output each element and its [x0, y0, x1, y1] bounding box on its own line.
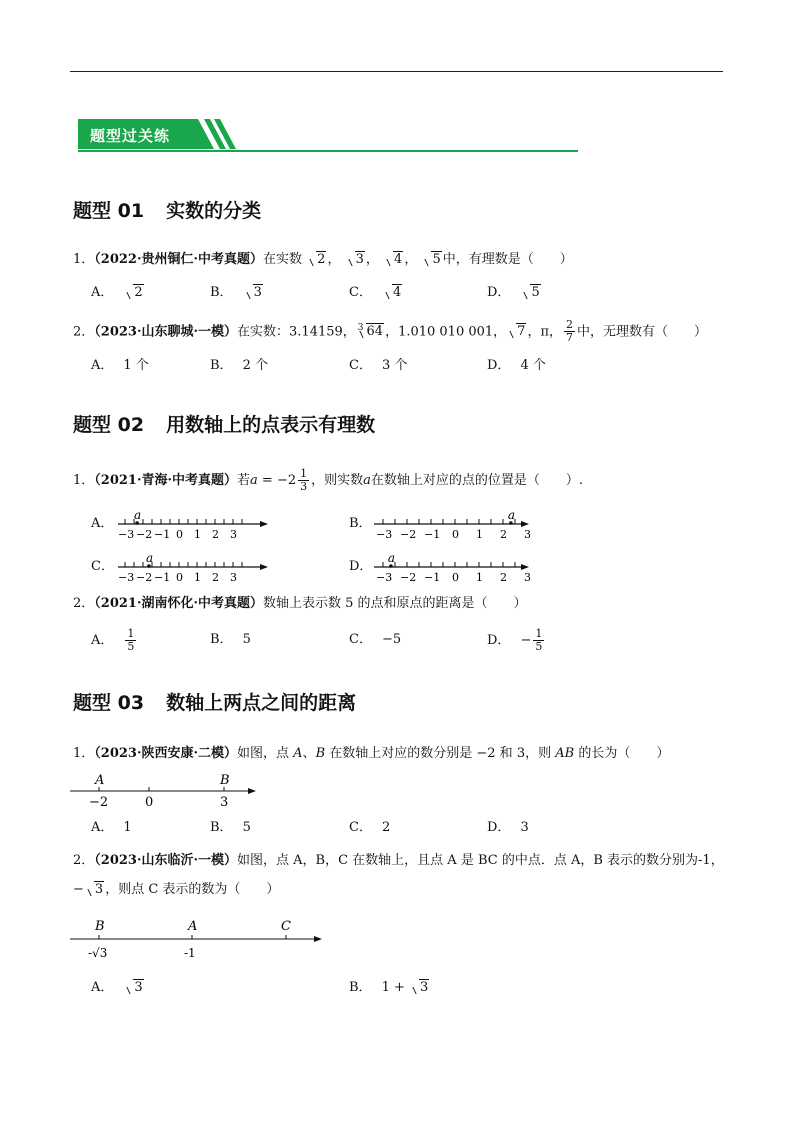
- option-d-label[interactable]: D．: [349, 559, 373, 574]
- header-rule: [70, 71, 723, 72]
- tick-label: 3: [220, 795, 229, 810]
- option-label: D．: [487, 285, 511, 300]
- numerator: 1: [300, 467, 308, 480]
- question-text: 的长为（ ）: [574, 746, 670, 761]
- option-text: 2 个: [242, 358, 268, 373]
- option-label: C．: [349, 358, 372, 373]
- option-label: B．: [210, 820, 233, 835]
- number-line-q3-1: [70, 770, 260, 812]
- sqrt-expression: [244, 283, 263, 303]
- option-d[interactable]: [487, 628, 546, 653]
- question-index: 1．: [73, 252, 95, 267]
- option-a[interactable]: [91, 818, 132, 838]
- question-text: 在数轴上对应的数分别是 −2 和 3，则: [325, 746, 556, 761]
- sqrt-expression: [346, 250, 365, 270]
- sqrt-expression: [85, 880, 104, 900]
- option-label: D．: [487, 633, 511, 648]
- option-text: 5: [242, 820, 251, 835]
- number-line-q3-2: [70, 915, 330, 963]
- option-text: 4 个: [520, 358, 546, 373]
- question-text: ，则实数: [311, 473, 364, 488]
- option-c-label[interactable]: C．: [91, 559, 114, 574]
- axis-arrow: [260, 564, 268, 570]
- tick-label: 2: [212, 571, 219, 584]
- tick-label: −2: [89, 795, 109, 810]
- section-name: 用数轴上的点表示有理数: [166, 414, 376, 436]
- section-number: 题型 01: [73, 200, 145, 222]
- tick-label: 1: [476, 571, 483, 584]
- radicand: 2: [134, 285, 143, 300]
- option-text: 2: [381, 820, 391, 835]
- tick-label: 2: [500, 528, 507, 541]
- tick-label: −3: [376, 571, 393, 584]
- option-text: 3: [520, 820, 529, 835]
- question-1-1: [73, 250, 573, 270]
- fraction: [125, 628, 136, 653]
- question-index: 2．: [73, 853, 95, 868]
- tick-label: 0: [176, 571, 183, 584]
- sqrt-expression: [410, 978, 429, 998]
- tick-label: 0: [176, 528, 183, 541]
- tick-label: 0: [145, 795, 154, 810]
- variable: a: [363, 473, 371, 488]
- sqrt-expression: [521, 283, 540, 303]
- option-a-label[interactable]: A．: [91, 516, 114, 531]
- option-c[interactable]: [349, 818, 390, 838]
- option-label: B．: [210, 285, 233, 300]
- segment-label: AB: [555, 746, 575, 761]
- question-text: 如图，点: [237, 746, 294, 761]
- tick-label: −2: [136, 571, 153, 584]
- point-a-label: a: [507, 508, 516, 522]
- tick-label: −3: [118, 528, 135, 541]
- numerator: 1: [535, 627, 543, 640]
- option-label: A．: [91, 285, 114, 300]
- question-text: = −2: [257, 473, 297, 488]
- option-text: 5: [242, 632, 251, 647]
- point-a-label: a: [145, 551, 154, 565]
- radicand: 2: [317, 252, 326, 267]
- option-c[interactable]: [349, 283, 403, 303]
- question-text: 若: [237, 473, 251, 488]
- section-name: 实数的分类: [166, 200, 262, 222]
- option-label: D．: [487, 358, 511, 373]
- tick-label: 3: [524, 528, 531, 541]
- separator: ，: [404, 252, 418, 267]
- point-a-label: A: [188, 919, 198, 934]
- number-line-d: [374, 547, 529, 587]
- question-3-1: [73, 744, 669, 764]
- option-text: 1 个: [123, 358, 149, 373]
- option-b-label[interactable]: B．: [349, 516, 372, 531]
- number-line-a: [118, 504, 268, 544]
- tick-label: 0: [452, 528, 459, 541]
- minus-sign: −: [73, 882, 84, 897]
- tick-label: 3: [230, 571, 237, 584]
- radicand: 64: [366, 324, 384, 340]
- minus-sign: −: [520, 633, 532, 648]
- question-3-2-line2: [73, 880, 279, 900]
- tick-label: 1: [476, 528, 483, 541]
- question-text: 在数轴上对应的点的位置是（ ）.: [370, 473, 584, 488]
- section-number: 题型 02: [73, 414, 145, 436]
- tick-label: 2: [500, 571, 507, 584]
- point-a-label: a: [134, 508, 142, 522]
- cube-root-expression: [357, 322, 385, 342]
- tick-label: 1: [194, 528, 201, 541]
- option-b[interactable]: [210, 356, 268, 376]
- tick-label: −2: [400, 528, 417, 541]
- axis-arrow: [521, 521, 529, 527]
- question-source: （2021·青海·中考真题）: [94, 473, 238, 488]
- option-label: C．: [349, 820, 372, 835]
- option-label: B．: [210, 632, 233, 647]
- tick-label: 1: [194, 571, 201, 584]
- option-label: C．: [349, 632, 372, 647]
- sqrt-expression: [307, 250, 326, 270]
- cube-root-index: 3: [357, 323, 364, 333]
- point-a-label: A: [95, 773, 105, 788]
- tick-label: −1: [424, 528, 441, 541]
- question-1-2: [73, 318, 707, 344]
- tick-label: −3: [376, 528, 393, 541]
- question-text: 、: [302, 746, 316, 761]
- section-number: 题型 03: [73, 692, 145, 714]
- radicand: 5: [531, 285, 540, 300]
- section-title-03: [73, 688, 356, 715]
- point-label: A: [293, 746, 303, 761]
- variable: a: [250, 473, 258, 488]
- tick-label: −2: [136, 528, 153, 541]
- tick-label: 0: [452, 571, 459, 584]
- tick-label: −1: [154, 528, 171, 541]
- option-d[interactable]: [487, 818, 529, 838]
- question-text: ，1.010 010 001，: [385, 324, 507, 340]
- radicand: 4: [394, 252, 403, 267]
- question-text: ，π，: [527, 324, 562, 340]
- tick-label: −1: [154, 571, 171, 584]
- option-a[interactable]: [91, 628, 138, 653]
- question-text: 在实数: [263, 252, 303, 267]
- numerator: 2: [566, 318, 573, 332]
- radicand: 5: [432, 252, 441, 267]
- option-b[interactable]: [210, 630, 251, 650]
- question-index: 2．: [73, 324, 95, 340]
- option-text: 1 +: [381, 980, 409, 995]
- section-banner: [78, 119, 578, 153]
- option-a[interactable]: [91, 356, 149, 376]
- fraction: [564, 319, 575, 344]
- fraction: [298, 468, 309, 493]
- denominator: 5: [127, 640, 135, 653]
- radicand: 3: [134, 980, 143, 995]
- section-title-02: [73, 410, 375, 437]
- option-a[interactable]: [91, 978, 145, 998]
- tick-label: -√3: [88, 946, 108, 960]
- sqrt-expression: [124, 978, 143, 998]
- radicand: 7: [517, 324, 526, 340]
- tick-label: −1: [424, 571, 441, 584]
- axis-arrow: [260, 521, 268, 527]
- section-title-01: [73, 196, 261, 223]
- option-text: −5: [381, 632, 402, 647]
- denominator: 7: [566, 331, 573, 345]
- sqrt-expression: [124, 283, 143, 303]
- question-2-2: [73, 594, 527, 614]
- option-label: A．: [91, 633, 114, 648]
- question-text: 中，无理数有（ ）: [577, 324, 708, 340]
- question-source: （2021·湖南怀化·中考真题）: [94, 596, 264, 611]
- option-c[interactable]: [349, 630, 401, 650]
- radicand: 3: [94, 882, 104, 897]
- option-label: C．: [349, 285, 372, 300]
- sqrt-expression: [507, 322, 526, 342]
- option-b[interactable]: [349, 978, 430, 998]
- radicand: 4: [392, 285, 402, 300]
- option-label: A．: [91, 358, 114, 373]
- radicand: 3: [355, 252, 364, 267]
- option-label: D．: [487, 820, 511, 835]
- separator: ，: [365, 252, 379, 267]
- point-c-label: C: [281, 919, 291, 934]
- question-text: 如图，点 A，B，C 在数轴上，且点 A 是 BC 的中点．点 A，B 表示的数分别为-1，: [237, 853, 724, 868]
- question-3-2: [73, 851, 724, 871]
- tick-label: −2: [400, 571, 417, 584]
- tick-label: −3: [118, 571, 135, 584]
- question-text: 在实数：3.14159，: [237, 324, 356, 340]
- option-b[interactable]: [210, 283, 264, 303]
- number-line-b: [374, 504, 529, 544]
- question-source: （2022·贵州铜仁·中考真题）: [94, 252, 264, 267]
- radicand: 3: [420, 980, 429, 995]
- question-text: 数轴上表示数 5 的点和原点的距离是（ ）: [263, 596, 527, 611]
- section-name: 数轴上两点之间的距离: [166, 692, 357, 714]
- numerator: 1: [127, 627, 135, 640]
- option-label: A．: [91, 980, 114, 995]
- option-d[interactable]: [487, 356, 546, 376]
- tick-label: 2: [212, 528, 219, 541]
- option-c[interactable]: [349, 356, 407, 376]
- question-source: （2023·陕西安康·二模）: [94, 746, 238, 761]
- tick-label: -1: [184, 946, 196, 960]
- option-a[interactable]: [91, 283, 145, 303]
- banner-title: 题型过关练: [90, 127, 171, 145]
- denominator: 3: [300, 480, 308, 493]
- radicand: 3: [253, 285, 262, 300]
- option-label: B．: [210, 358, 233, 373]
- option-text: 3 个: [381, 358, 408, 373]
- option-label: B．: [349, 980, 372, 995]
- tick-label: 3: [524, 571, 531, 584]
- point-b-label: B: [95, 919, 105, 934]
- question-source: （2023·山东临沂·一模）: [94, 853, 238, 868]
- point-b-label: B: [220, 773, 230, 788]
- denominator: 5: [535, 640, 543, 653]
- number-line-c: [118, 547, 268, 587]
- question-index: 1．: [73, 473, 95, 488]
- tick-label: 3: [230, 528, 237, 541]
- option-text: 1: [123, 820, 132, 835]
- question-index: 2．: [73, 596, 95, 611]
- axis-arrow: [521, 564, 529, 570]
- sqrt-expression: [384, 250, 403, 270]
- question-text: 中，有理数是（ ）: [442, 252, 573, 267]
- sqrt-expression: [422, 250, 441, 270]
- point-label: B: [315, 746, 326, 761]
- question-text: ，则点 C 表示的数为（ ）: [105, 882, 280, 897]
- fraction: [533, 628, 544, 653]
- question-source: （2023·山东聊城·一模）: [94, 324, 238, 340]
- option-b[interactable]: [210, 818, 251, 838]
- question-index: 1．: [73, 746, 95, 761]
- option-d[interactable]: [487, 283, 542, 303]
- question-2-1: [73, 468, 583, 493]
- separator: ，: [327, 252, 341, 267]
- option-label: A．: [91, 820, 114, 835]
- point-a-label: a: [387, 551, 396, 565]
- sqrt-expression: [383, 283, 402, 303]
